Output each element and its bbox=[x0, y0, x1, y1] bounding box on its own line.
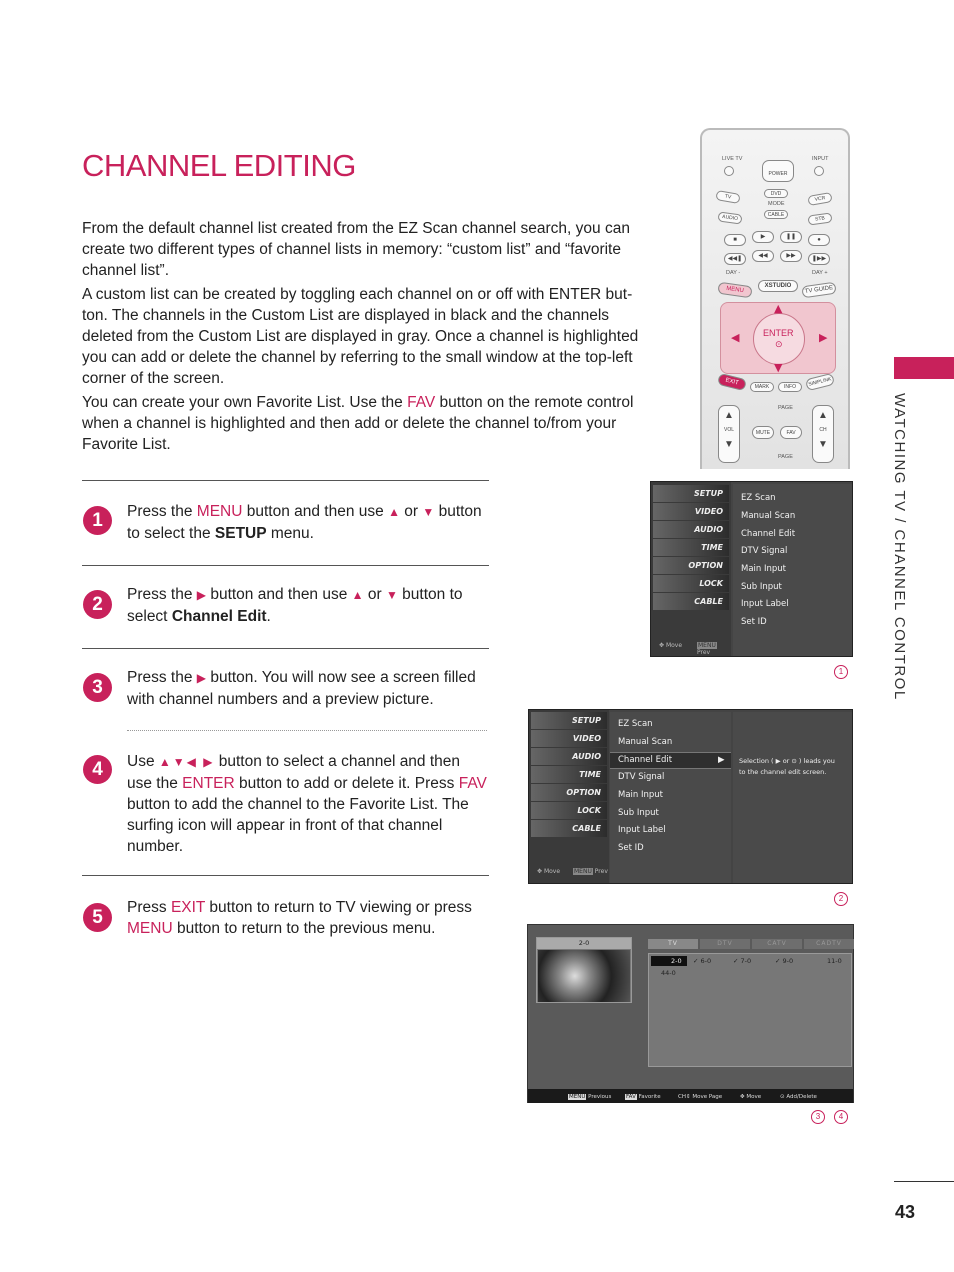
step-4-c: button to add or delete it. Press bbox=[234, 775, 459, 792]
right-arrow-icon: ▶ bbox=[196, 588, 207, 602]
channel-cell[interactable]: ✓ 7-0 bbox=[733, 957, 752, 965]
step-4-text bbox=[127, 751, 489, 857]
section-label bbox=[880, 393, 920, 713]
step-2-a: Press the bbox=[127, 586, 197, 603]
add-delete-hint-label: Add/Delete bbox=[786, 1094, 817, 1100]
setup-submenu bbox=[610, 712, 731, 883]
xstudio-button[interactable] bbox=[758, 280, 798, 292]
arrow-keys-icon: ▲▼◀ ▶ bbox=[158, 755, 215, 769]
step-5-b: button to return to TV viewing or press bbox=[205, 899, 472, 916]
stop-button[interactable]: ■ bbox=[724, 234, 746, 246]
menu-category-time[interactable]: TIME bbox=[531, 766, 607, 783]
step-2-d: . bbox=[266, 608, 271, 625]
step-number: 3 bbox=[83, 673, 112, 702]
step-dotted-divider bbox=[127, 730, 487, 731]
move-hint: ✥ Move bbox=[537, 868, 561, 875]
right-arrow-icon: ▶ bbox=[196, 671, 207, 685]
xstudio-label: XSTUDIO bbox=[764, 283, 792, 289]
stb-mode-button[interactable] bbox=[807, 212, 832, 225]
step-1-text bbox=[127, 501, 489, 544]
mark-label: MARK bbox=[754, 384, 770, 390]
enter-button[interactable]: ENTER bbox=[763, 328, 794, 338]
menu-category-column bbox=[651, 482, 731, 656]
skip-back-button[interactable]: ◀◀❚ bbox=[724, 253, 746, 265]
prev-hint bbox=[697, 642, 731, 656]
power-label: POWER bbox=[768, 171, 788, 177]
menu-item-dtv-signal[interactable]: DTV Signal bbox=[618, 772, 665, 782]
intro-p3-a: You can create your own Favorite List. Use the bbox=[82, 394, 408, 411]
channel-grid bbox=[648, 953, 852, 1067]
menu-item-input-label[interactable]: Input Label bbox=[618, 825, 666, 835]
play-button[interactable]: ▶ bbox=[752, 231, 774, 243]
channel-up-icon: ▲ bbox=[818, 410, 828, 421]
stb-label: STB bbox=[814, 215, 826, 223]
remote-control bbox=[700, 128, 850, 469]
step-2-b: button and then use bbox=[206, 586, 352, 603]
step-2-c: button to select bbox=[127, 586, 463, 625]
mode-label: MODE bbox=[768, 201, 785, 207]
menu-key-icon: MENU bbox=[569, 1094, 586, 1100]
cable-mode-button[interactable] bbox=[764, 210, 788, 219]
menu-category-video[interactable]: VIDEO bbox=[531, 730, 607, 747]
up-arrow-icon[interactable]: ▲ bbox=[774, 302, 783, 315]
figure-ref-2: 2 bbox=[834, 892, 848, 906]
down-arrow-icon: ▼ bbox=[422, 505, 435, 519]
pause-button[interactable]: ❚❚ bbox=[780, 231, 802, 243]
menu-item-main-input[interactable]: Main Input bbox=[618, 790, 664, 800]
down-arrow-icon: ▼ bbox=[385, 588, 398, 602]
left-arrow-icon[interactable]: ◀ bbox=[731, 331, 740, 344]
menu-item-manual-scan[interactable]: Manual Scan bbox=[741, 511, 796, 521]
menu-category-audio[interactable]: AUDIO bbox=[531, 748, 607, 765]
intro-p3-b: button on the remote control when a channel is highlighted and then add or delete the channel to/from your Favorite List. bbox=[82, 394, 634, 453]
prev-hint-label: Prev bbox=[697, 649, 711, 656]
menu-category-cable[interactable]: CABLE bbox=[653, 593, 729, 610]
info-label: INFO bbox=[784, 384, 796, 390]
volume-up-icon: ▲ bbox=[724, 410, 734, 421]
input-button[interactable] bbox=[814, 166, 824, 176]
move-page-hint-label: Move Page bbox=[692, 1094, 723, 1100]
intro-text bbox=[82, 218, 654, 458]
menu-item-sub-input[interactable]: Sub Input bbox=[741, 582, 782, 592]
menu-item-manual-scan[interactable]: Manual Scan bbox=[618, 737, 673, 747]
page-title: CHANNEL EDITING bbox=[82, 148, 356, 183]
figure-ref-3: 3 bbox=[811, 1110, 825, 1124]
mute-button[interactable] bbox=[752, 426, 774, 439]
step-1-a: Press the bbox=[127, 503, 197, 520]
step-5-a: Press bbox=[127, 899, 171, 916]
tab-cadtv[interactable]: CADTV bbox=[804, 939, 854, 949]
menu-item-dtv-signal[interactable]: DTV Signal bbox=[741, 546, 788, 556]
mark-button[interactable] bbox=[750, 382, 774, 392]
up-arrow-icon: ▲ bbox=[388, 505, 400, 519]
audio-label: AUDIO bbox=[721, 213, 739, 223]
up-arrow-icon: ▲ bbox=[351, 588, 364, 602]
fav-label: FAV bbox=[786, 430, 796, 436]
setup-menu-screen-1 bbox=[650, 481, 853, 657]
preview-channel-number: 2-0 bbox=[537, 938, 631, 949]
exit-label: EXIT bbox=[724, 377, 740, 387]
step-5-c: button to return to the previous menu. bbox=[172, 920, 436, 937]
channel-number: 9-0 bbox=[782, 957, 794, 965]
vol-label: VOL bbox=[723, 427, 734, 433]
day-minus-label: DAY - bbox=[726, 270, 741, 276]
channel-number: 7-0 bbox=[740, 957, 752, 965]
channel-number: 6-0 bbox=[700, 957, 712, 965]
rewind-button[interactable]: ◀◀ bbox=[752, 250, 774, 262]
tv-guide-label: TV GUIDE bbox=[804, 285, 834, 295]
channel-cell[interactable]: 2-0 bbox=[671, 957, 682, 965]
power-button[interactable] bbox=[762, 160, 794, 182]
tv-guide-button[interactable] bbox=[801, 282, 836, 299]
menu-item-channel-edit[interactable]: Channel Edit bbox=[618, 755, 673, 765]
step-number: 5 bbox=[83, 903, 112, 932]
setup-submenu bbox=[733, 484, 852, 656]
menu-label: MENU bbox=[725, 285, 745, 295]
menu-category-option[interactable]: OPTION bbox=[531, 784, 607, 801]
ch-label: CH bbox=[819, 427, 827, 433]
section-label-text: WATCHING TV / CHANNEL CONTROL bbox=[891, 393, 908, 701]
dvd-mode-button[interactable] bbox=[764, 189, 788, 198]
record-button[interactable]: ● bbox=[808, 234, 830, 246]
channel-cell[interactable]: ✓ 9-0 bbox=[775, 957, 794, 965]
tv-label: TV bbox=[724, 193, 732, 201]
menu-category-audio[interactable]: AUDIO bbox=[653, 521, 729, 538]
menu-category-cable[interactable]: CABLE bbox=[531, 820, 607, 837]
step-2-or: or bbox=[363, 586, 386, 603]
step-3-text bbox=[127, 667, 489, 710]
cable-label: CABLE bbox=[767, 212, 785, 218]
menu-key-icon: MENU bbox=[698, 642, 716, 649]
dvd-label: DVD bbox=[770, 191, 782, 197]
intro-paragraph-1: From the default channel list created from the EZ Scan channel search, you can create two different types of channel lists in memory: “custom list” and “favorite channel list”. bbox=[82, 220, 630, 279]
fav-key-icon: FAV bbox=[626, 1094, 636, 1100]
move-hint-label: Move bbox=[543, 868, 561, 875]
figure-ref-1: 1 bbox=[834, 665, 848, 679]
section-tab bbox=[894, 357, 954, 379]
exit-button[interactable] bbox=[717, 373, 747, 391]
menu-category-lock[interactable]: LOCK bbox=[531, 802, 607, 819]
step-3-b: button. You will now see a screen filled with channel numbers and a preview picture. bbox=[127, 669, 476, 708]
fav-key: FAV bbox=[458, 775, 487, 792]
step-number: 4 bbox=[83, 755, 112, 784]
menu-key: MENU bbox=[127, 920, 173, 937]
tv-mode-button[interactable] bbox=[715, 190, 740, 204]
channel-rocker[interactable] bbox=[812, 405, 834, 463]
channel-cell[interactable]: ✓ 6-0 bbox=[693, 957, 712, 965]
menu-item-input-label[interactable]: Input Label bbox=[741, 599, 789, 609]
step-1-c: button to select the bbox=[127, 503, 482, 542]
step-number: 1 bbox=[83, 506, 112, 535]
skip-forward-button[interactable]: ❚▶▶ bbox=[808, 253, 830, 265]
live-tv-button[interactable] bbox=[724, 166, 734, 176]
menu-category-setup[interactable]: SETUP bbox=[531, 712, 607, 729]
step-1-d: menu. bbox=[266, 525, 314, 542]
step-1-b: button and then use bbox=[242, 503, 389, 520]
enter-icon: ⊙ bbox=[775, 340, 783, 350]
audio-mode-button[interactable] bbox=[717, 211, 742, 224]
channel-edit-key: Channel Edit bbox=[171, 608, 267, 625]
page-down-label: PAGE bbox=[778, 454, 793, 460]
move-hint: ✥ Move bbox=[740, 1094, 762, 1100]
volume-down-icon: ▼ bbox=[724, 439, 734, 450]
help-panel bbox=[733, 712, 852, 883]
menu-category-lock[interactable]: LOCK bbox=[653, 575, 729, 592]
move-hint-label: Move bbox=[665, 642, 683, 649]
intro-paragraph-3 bbox=[82, 392, 654, 455]
menu-item-set-id[interactable]: Set ID bbox=[618, 843, 644, 853]
menu-category-time[interactable]: TIME bbox=[653, 539, 729, 556]
info-button[interactable] bbox=[778, 382, 802, 392]
move-page-hint: CH⇕ Move Page bbox=[678, 1094, 723, 1100]
setup-key: SETUP bbox=[214, 525, 267, 542]
navigation-pad bbox=[720, 302, 836, 374]
step-4-a: Use bbox=[127, 753, 159, 770]
page-number-rule bbox=[894, 1181, 954, 1182]
menu-item-channel-edit[interactable]: Channel Edit bbox=[741, 529, 796, 539]
figure-ref-4: 4 bbox=[834, 1110, 848, 1124]
previous-hint-label: Previous bbox=[588, 1094, 612, 1100]
input-label: INPUT bbox=[812, 156, 829, 162]
help-text: Selection ( ▶ or ⊙ ) leads you to the channel edit screen. bbox=[739, 757, 835, 776]
menu-item-ez-scan[interactable]: EZ Scan bbox=[618, 719, 653, 729]
prev-hint bbox=[573, 868, 608, 875]
live-tv-label: LIVE TV bbox=[722, 156, 743, 162]
step-3-a: Press the bbox=[127, 669, 197, 686]
step-4-b: button to select a channel and then use the bbox=[127, 753, 461, 792]
enter-key: ENTER bbox=[182, 775, 235, 792]
channel-cell[interactable]: 11-0 bbox=[827, 957, 842, 965]
fast-forward-button[interactable]: ▶▶ bbox=[780, 250, 802, 262]
preview-window bbox=[536, 937, 632, 1003]
step-5-text bbox=[127, 897, 489, 939]
move-hint-label: Move bbox=[746, 1094, 762, 1100]
setup-menu-screen-2 bbox=[528, 709, 853, 884]
volume-rocker[interactable] bbox=[718, 405, 740, 463]
page-up-label: PAGE bbox=[778, 405, 793, 411]
fav-button[interactable] bbox=[780, 426, 802, 439]
menu-item-main-input[interactable]: Main Input bbox=[741, 564, 787, 574]
tab-catv[interactable]: CATV bbox=[752, 939, 802, 949]
intro-paragraph-2: A custom list can be created by toggling each channel on or off with ENTER but-ton. The channels in the Custom List are displayed in black and the channels deleted from the Custom List are displayed in gray. Once a channel is highlighted you can add or delete the channel by referring to the small window at the top-left corner of the screen. bbox=[82, 286, 639, 387]
fav-key: FAV bbox=[407, 394, 436, 411]
favorite-hint bbox=[625, 1094, 661, 1100]
step-divider bbox=[82, 875, 489, 876]
menu-category-column bbox=[529, 710, 609, 883]
channel-edit-screen bbox=[527, 924, 854, 1103]
step-2-text bbox=[127, 584, 489, 627]
menu-category-video[interactable]: VIDEO bbox=[653, 503, 729, 520]
menu-item-ez-scan[interactable]: EZ Scan bbox=[741, 493, 776, 503]
right-arrow-icon[interactable]: ▶ bbox=[819, 331, 828, 344]
menu-item-set-id[interactable]: Set ID bbox=[741, 617, 767, 627]
mute-label: MUTE bbox=[755, 430, 771, 436]
menu-key-icon: MENU bbox=[574, 868, 592, 875]
step-divider bbox=[82, 565, 489, 566]
menu-key: MENU bbox=[196, 503, 243, 520]
simplink-button[interactable] bbox=[805, 373, 835, 391]
channel-down-icon: ▼ bbox=[818, 439, 828, 450]
step-4-d: button to add the channel to the Favorite List. The surfing icon will appear in front of that channel number. bbox=[127, 796, 469, 855]
step-number: 2 bbox=[83, 590, 112, 619]
day-plus-label: DAY + bbox=[812, 270, 828, 276]
move-hint: ✥ Move bbox=[659, 642, 683, 649]
step-1-or: or bbox=[399, 503, 423, 520]
tab-tv[interactable]: TV bbox=[648, 939, 698, 949]
menu-item-sub-input[interactable]: Sub Input bbox=[618, 808, 659, 818]
vcr-label: VCR bbox=[814, 195, 826, 203]
add-delete-hint: ⊙ Add/Delete bbox=[780, 1094, 817, 1100]
previous-hint bbox=[568, 1094, 611, 1100]
step-divider bbox=[82, 648, 489, 649]
enter-ring bbox=[753, 313, 805, 365]
page-number: 43 bbox=[895, 1202, 916, 1222]
menu-category-option[interactable]: OPTION bbox=[653, 557, 729, 574]
vcr-mode-button[interactable] bbox=[807, 192, 832, 206]
prev-hint-label: Prev bbox=[594, 868, 608, 875]
favorite-hint-label: Favorite bbox=[638, 1094, 661, 1100]
down-arrow-icon[interactable]: ▼ bbox=[774, 361, 783, 374]
submenu-arrow-icon: ▶ bbox=[718, 755, 725, 765]
menu-category-setup[interactable]: SETUP bbox=[653, 485, 729, 502]
channel-cell[interactable]: 44-0 bbox=[661, 969, 676, 977]
preview-picture bbox=[538, 950, 630, 1002]
exit-key: EXIT bbox=[170, 899, 206, 916]
menu-button[interactable] bbox=[717, 282, 752, 299]
simplink-label: SIMPLINK bbox=[807, 376, 833, 388]
step-divider bbox=[82, 480, 489, 481]
tab-dtv[interactable]: DTV bbox=[700, 939, 750, 949]
